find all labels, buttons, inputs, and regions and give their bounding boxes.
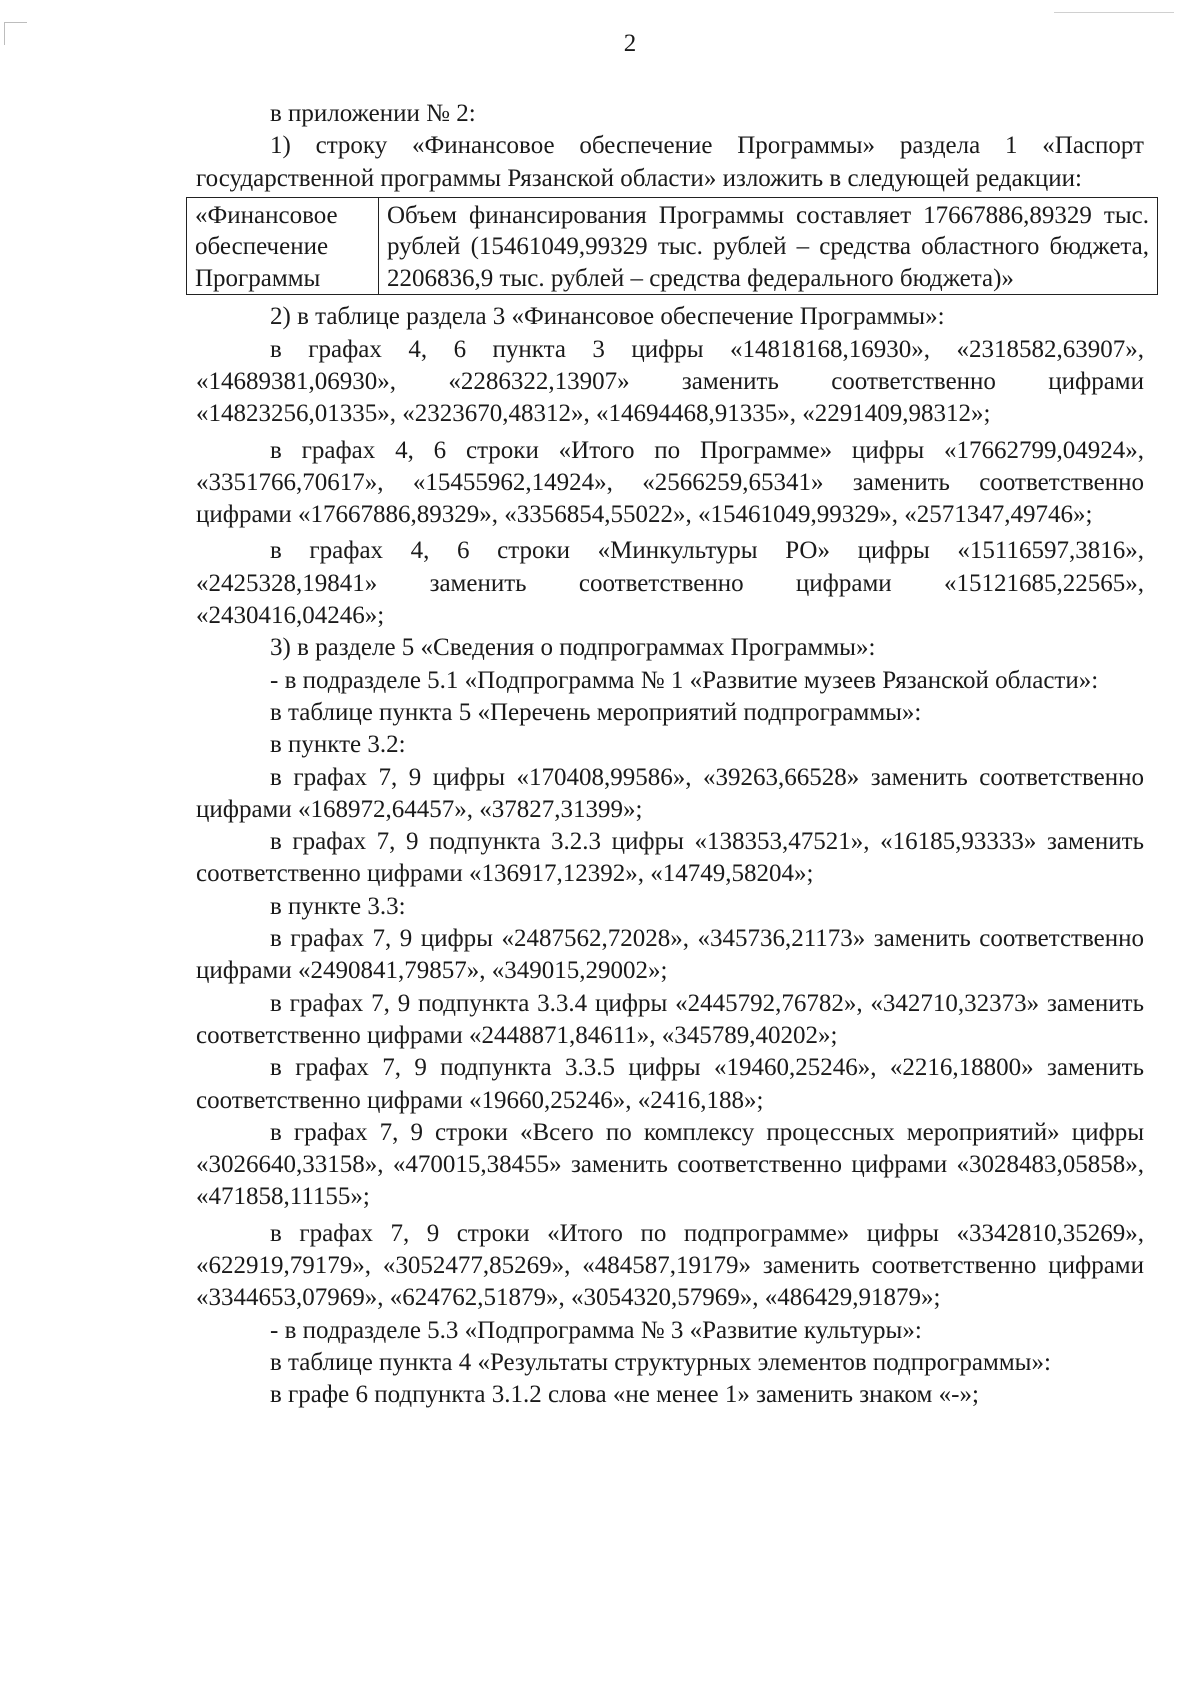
paragraph: в таблице пункта 5 «Перечень мероприятий подпрограммы»: <box>270 698 922 726</box>
paragraph: в графах 7, 9 подпункта 3.2.3 цифры «138353,47521», «16185,93333» заменить соответственно цифрами «136917,12392», «14749,58204»; <box>196 828 1144 888</box>
paragraph: в пункте 3.2: <box>270 731 406 759</box>
financing-table <box>186 197 1158 296</box>
paragraph: в графах 7, 9 подпункта 3.3.4 цифры «2445792,76782», «342710,32373» заменить соответственно цифрами «2448871,84611», «345789,40202»; <box>196 989 1144 1049</box>
paragraph: в графах 7, 9 цифры «170408,99586», «39263,66528» заменить соответственно цифрами «168972,64457», «37827,31399»; <box>196 763 1144 823</box>
document-body <box>195 98 1149 1411</box>
page-number: 2 <box>623 30 637 57</box>
paragraph: в графах 4, 6 пункта 3 цифры «14818168,16930», «2318582,63907», «14689381,06930», «2286322,13907» заменить соответственно цифрами «14823256,01335», «2323670,48312», «14694468,91335», «2291409,98312»; <box>196 335 1144 428</box>
paragraph: в таблице пункта 4 «Результаты структурных элементов подпрограммы»: <box>270 1348 1051 1376</box>
paragraph-item-1: 1) строку «Финансовое обеспечение Программы» раздела 1 «Паспорт государственной программы Рязанской области» изложить в следующей редакции: <box>196 132 1144 192</box>
paragraph: в графах 7, 9 строки «Итого по подпрограмме» цифры «3342810,35269», «622919,79179», «3052477,85269», «484587,19179» заменить соответственно цифрами «3344653,07969», «624762,51879», «3054320,57969», «486429,91879»; <box>196 1219 1144 1312</box>
paragraph-appendix: в приложении № 2: <box>270 100 476 127</box>
paragraph: в графах 7, 9 подпункта 3.3.5 цифры «19460,25246», «2216,18800» заменить соответственно цифрами «19660,25246», «2416,188»; <box>196 1054 1144 1114</box>
table-row <box>187 197 1158 295</box>
paragraph: в пункте 3.3: <box>270 892 406 920</box>
paragraph: в графах 7, 9 строки «Всего по комплексу процессных мероприятий» цифры «3026640,33158», «470015,38455» заменить соответственно цифрами «3028483,05858», «471858,11155»; <box>196 1118 1144 1211</box>
paragraph: в графах 7, 9 цифры «2487562,72028», «345736,21173» заменить соответственно цифрами «2490841,79857», «349015,29002»; <box>196 925 1144 985</box>
table-text-cell: Объем финансирования Программы составляет 17667886,89329 тыс. рублей (15461049,99329 тыс. рублей – средства областного бюджета, 2206836,9 тыс. рублей – средства федерального бюджета)» <box>379 197 1158 295</box>
paragraph: в графе 6 подпункта 3.1.2 слова «не менее 1» заменить знаком «-»; <box>270 1381 979 1409</box>
scan-edge-mark <box>1054 12 1174 15</box>
paragraph: в графах 4, 6 строки «Минкультуры РО» цифры «15116597,3816», «2425328,19841» заменить соответственно цифрами «15121685,22565», «2430416,04246»; <box>196 537 1144 630</box>
paragraph: - в подразделе 5.1 «Подпрограмма № 1 «Развитие музеев Рязанской области»: <box>270 666 1099 694</box>
table-label-cell: «Финансовое обеспечение Программы <box>187 197 379 295</box>
paragraph-item-2: 2) в таблице раздела 3 «Финансовое обеспечение Программы»: <box>270 303 945 331</box>
paragraph: - в подразделе 5.3 «Подпрограмма № 3 «Развитие культуры»: <box>270 1316 922 1344</box>
paragraph: в графах 4, 6 строки «Итого по Программе» цифры «17662799,04924», «3351766,70617», «15455962,14924», «2566259,65341» заменить соответственно цифрами «17667886,89329», «3356854,55022», «15461049,99329», «2571347,49746»; <box>196 436 1144 529</box>
paragraph-item-3: 3) в разделе 5 «Сведения о подпрограммах Программы»: <box>270 634 876 662</box>
